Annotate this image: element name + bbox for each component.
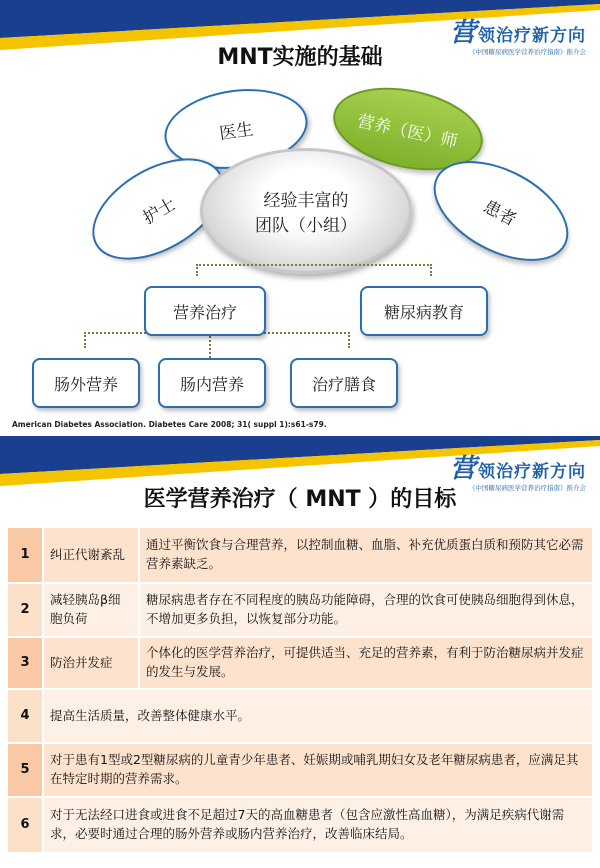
row-number: 1 — [7, 527, 43, 583]
table-row — [7, 797, 593, 853]
branch-diabetes-education-label: 糖尿病教育 — [383, 302, 464, 322]
row-text: 糖尿病患者存在不同程度的胰岛功能障碍，合理的饮食可使胰岛细胞得到休息，不增加更多负担，以恢复部分功能。 — [139, 583, 593, 637]
logo-mark: 营 — [449, 454, 476, 484]
leaf-parenteral-nutrition — [32, 358, 140, 408]
leaf-parenteral-nutrition-label: 肠外营养 — [53, 374, 118, 394]
role-nutritionist-label: 营养（医）师 — [355, 111, 460, 152]
row-label: 纠正代谢紊乱 — [43, 527, 139, 583]
table-row — [7, 689, 593, 743]
slide-mnt-goals — [0, 436, 600, 868]
leaf-therapeutic-diet-label: 治疗膳食 — [311, 374, 376, 394]
row-label: 防治并发症 — [43, 637, 139, 689]
branch-nutrition-therapy — [144, 286, 266, 336]
table-row — [7, 527, 593, 583]
team-center — [200, 148, 412, 274]
branch-nutrition-therapy-label: 营养治疗 — [172, 302, 237, 322]
branch-diabetes-education — [360, 286, 488, 336]
citation: American Diabetes Association. Diabetes Care 2008; 31( suppl 1):s61-s79. — [12, 420, 327, 429]
leaf-enteral-nutrition — [158, 358, 266, 408]
logo-text: 领治疗新方向 — [478, 26, 586, 46]
row-text: 提高生活质量，改善整体健康水平。 — [43, 689, 593, 743]
connector-team-branches — [196, 264, 432, 276]
row-text: 对于患有1型或2型糖尿病的儿童青少年患者、妊娠期或哺乳期妇女及老年糖尿病患者，应满足其在特定时期的营养需求。 — [43, 743, 593, 797]
row-number: 6 — [7, 797, 43, 853]
row-text: 个体化的医学营养治疗，可提供适当、充足的营养素，有利于防治糖尿病并发症的发生与发展。 — [139, 637, 593, 689]
logo-mark: 营 — [449, 18, 476, 48]
role-patient-label: 患者 — [480, 196, 520, 231]
row-text: 对于无法经口进食或进食不足超过7天的高血糖患者（包含应激性高血糖），为满足疾病代谢需求，必要时通过合理的肠外营养或肠内营养治疗，改善临床结局。 — [43, 797, 593, 853]
table-row — [7, 583, 593, 637]
table-row — [7, 637, 593, 689]
row-number: 4 — [7, 689, 43, 743]
logo-subtitle: 《中国糖尿病医学营养治疗指南》推介会 — [469, 48, 586, 56]
row-number: 2 — [7, 583, 43, 637]
slide-title: MNT实施的基础 — [217, 45, 383, 70]
team-center-line2: 团队（小组） — [255, 216, 357, 236]
goals-table — [6, 526, 594, 854]
team-center-line1: 经验丰富的 — [263, 191, 349, 211]
leaf-enteral-nutrition-label: 肠内营养 — [179, 374, 244, 394]
row-text: 通过平衡饮食与合理营养，以控制血糖、血脂、补充优质蛋白质和预防其它必需营养素缺乏。 — [139, 527, 593, 583]
row-number: 5 — [7, 743, 43, 797]
leaf-therapeutic-diet — [290, 358, 398, 408]
row-label: 减轻胰岛β细胞负荷 — [43, 583, 139, 637]
role-nurse-label: 护士 — [139, 194, 179, 229]
table-row — [7, 743, 593, 797]
row-number: 3 — [7, 637, 43, 689]
logo-text: 领治疗新方向 — [478, 462, 586, 482]
role-doctor-label: 医生 — [218, 119, 255, 144]
slide-title: 医学营养治疗（ MNT ）的目标 — [143, 487, 457, 512]
logo-subtitle: 《中国糖尿病医学营养治疗指南》推介会 — [469, 484, 586, 492]
